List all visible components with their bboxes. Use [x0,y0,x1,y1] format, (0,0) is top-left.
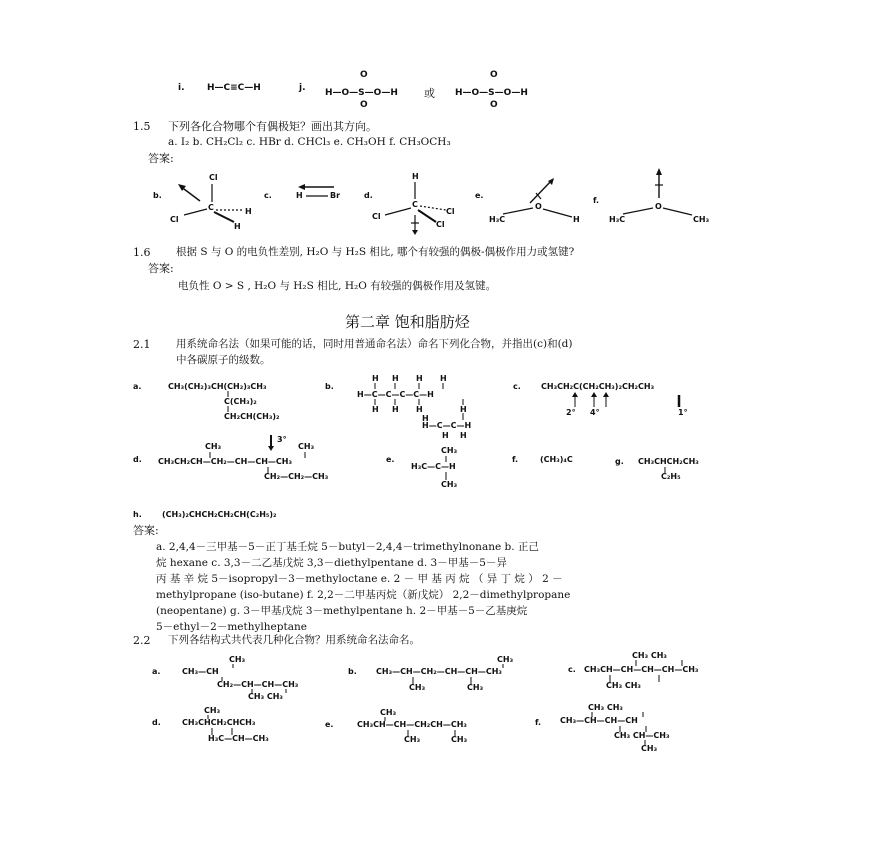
structure-c-bot: CH₃ CH₃ [606,681,641,690]
formula-e: H₃C—C—H [411,462,456,471]
answer-line: (neopentane) g. 3－甲基戊烷 3－methylpentane h. 2－甲基－5－乙基庚烷 [156,605,528,617]
item-b-label: b. [348,667,357,676]
structure-f-main: CH₃—CH—CH—CH [560,716,638,725]
structure-d-bot: H₃C—CH—CH₃ [208,734,269,743]
structure-e-main: CH₃CH—CH—CH₂CH—CH₃ [357,720,467,729]
formula-d-top: CH₃ [205,442,222,451]
formula-c: CH₃CH₂C(CH₂CH₃)₂CH₂CH₃ [541,382,655,391]
sulfuric-top-o-2: O [490,70,498,80]
acetylene-formula: H—C≡C—H [207,83,261,93]
svg-text:H—C—C—H: H—C—C—H [422,421,472,430]
item-c-label: c. [513,382,521,391]
atom-o: O [535,202,542,211]
structure-e-top: CH₃ [380,708,397,717]
answer-f-label: f. [593,196,600,205]
svg-text:H: H [442,431,449,440]
structure-c-top: CH₃ CH₃ [632,651,667,660]
structure-f-bot2: CH₃ [641,744,658,753]
svg-text:H—C—C—C—C—H: H—C—C—C—C—H [357,390,434,399]
item-b-label: b. [325,382,334,391]
carbon-degree: 4° [590,408,600,417]
carbon-degree: 1° [678,408,688,417]
structure-d-main: CH₃CHCH₂CHCH₃ [182,718,256,727]
structure-a-line2: CH₂—CH—CH—CH₃ [217,680,299,689]
question-text: 根据 S 与 O 的电负性差别, H₂O 与 H₂S 相比, 哪个有较强的偶极-偶极作用力或氢键? [176,246,575,258]
item-h-label: h. [133,510,142,519]
sulfuric-acid-formula-2: H—O—S—O—H [455,88,528,98]
svg-text:H: H [372,405,379,414]
atom-br: Br [330,191,341,200]
question-text: 用系统命名法（如果可能的话，同时用普通命名法）命名下列化合物，并指出(c)和(d) [176,338,573,350]
question-number: 2.2 [133,634,151,647]
answer-d-label: d. [364,191,373,200]
svg-text:H: H [460,405,467,414]
item-label-j: j. [299,83,306,93]
formula-f: (CH₃)₄C [540,455,573,464]
item-c-label: c. [568,665,576,674]
formula-d-bottom: CH₂—CH₂—CH₃ [264,472,329,481]
atom-c: C [208,203,214,212]
item-a-label: a. [133,382,142,391]
structure-e-bot2: CH₃ [451,735,468,744]
atom-c: C [412,200,418,209]
atom-cl: Cl [372,212,381,221]
item-e-label: e. [325,720,334,729]
methyl-group: H₃C [489,215,506,224]
structure-a-line1: CH₃—CH [182,667,219,676]
svg-text:H: H [460,431,467,440]
answer-c-label: c. [264,191,272,200]
formula-e-top: CH₃ [441,446,458,455]
structure-b-main: CH₃—CH—CH₂—CH—CH—CH₃ [376,667,502,676]
answer-label: 答案: [148,262,174,275]
structure-d-top: CH₃ [204,706,221,715]
formula-e-bottom: CH₃ [441,480,458,489]
svg-text:H: H [416,405,423,414]
answer-line: a. 2,4,4－三甲基－5－正丁基壬烷 5－butyl－2,4,4－trimethylnonane b. 正己 [156,541,539,553]
question-text-cont: 中各碳原子的级数。 [176,354,271,366]
atom-o: O [655,202,662,211]
item-f-label: f. [512,455,519,464]
question-text: 下列各化合物哪个有偶极矩？画出其方向。 [168,120,377,133]
answer-line: 5－ethyl－2－methylheptane [156,621,307,633]
formula-h: (CH₃)₂CHCH₂CH₂CH(C₂H₅)₂ [162,510,277,519]
atom-h: H [412,172,419,181]
structure-e-bot1: CH₃ [404,735,421,744]
sulfuric-bot-o: O [360,100,368,110]
formula-g: CH₃CHCH₂CH₃ [638,457,699,466]
svg-text:H: H [392,405,399,414]
structure-a-line3: CH₃ CH₃ [248,692,283,701]
structure-b-bot2: CH₃ [467,683,484,692]
atom-cl: Cl [446,207,455,216]
svg-text:H: H [392,374,399,383]
question-options: a. I₂ b. CH₂Cl₂ c. HBr d. CHCl₃ e. CH₃OH f. CH₃OCH₃ [168,136,451,148]
atom-cl: Cl [170,215,179,224]
formula-a-sub1: C(CH₃)₂ [224,397,257,406]
atom-h: H [234,222,241,231]
answer-line: 丙 基 辛 烷 5－isopropyl－3－methyloctane e. 2 － 甲 基 丙 烷 （ 异 丁 烷 ） 2 － [156,573,563,585]
structure-c-main: CH₃CH—CH—CH—CH—CH₃ [584,665,699,674]
structure-b-top: CH₃ [497,655,514,664]
sulfuric-acid-formula-1: H—O—S—O—H [325,88,398,98]
item-label-i: i. [178,83,185,93]
item-f-label: f. [535,718,542,727]
item-e-label: e. [386,455,395,464]
item-g-label: g. [615,457,624,466]
atom-cl: Cl [436,220,445,229]
structure-b-bot1: CH₃ [409,683,426,692]
question-number: 1.5 [133,120,151,133]
item-a-label: a. [152,667,161,676]
atom-h: H [245,207,252,216]
formula-a-sub2: CH₂CH(CH₃)₂ [224,412,280,421]
structure-f-top: CH₃ CH₃ [588,703,623,712]
answer-b-label: b. [153,191,162,200]
item-d-label: d. [133,455,142,464]
svg-text:H: H [372,374,379,383]
chapter-title: 第二章 饱和脂肪烃 [345,313,470,331]
methyl-group: CH₃ [693,215,710,224]
formula-g-sub: C₂H₅ [661,472,681,481]
structure-f-bot1: CH₃ CH—CH₃ [614,731,670,740]
sulfuric-top-o: O [360,70,368,80]
formula-a: CH₃(CH₂)₃CH(CH₂)₃CH₃ [168,382,267,391]
svg-text:H: H [416,374,423,383]
answer-line: methylpropane (iso-butane) f. 2,2－二甲基丙烷（新戊烷） 2,2－dimethylpropane [156,589,571,601]
item-d-label: d. [152,718,161,727]
answer-label: 答案: [133,524,159,537]
carbon-degree: 3° [277,435,287,444]
structure-a-top: CH₃ [229,655,246,664]
answer-text: 电负性 O > S , H₂O 与 H₂S 相比, H₂O 有较强的偶极作用及氢键。 [178,280,497,292]
formula-d-top2: CH₃ [298,442,315,451]
answer-e-label: e. [475,191,484,200]
methyl-group: H₃C [609,215,626,224]
sulfuric-bot-o-2: O [490,100,498,110]
atom-cl: Cl [209,173,218,182]
question-number: 2.1 [133,338,151,351]
svg-text:H: H [422,414,429,423]
svg-text:H: H [440,374,447,383]
answer-label: 答案: [148,152,174,165]
question-text: 下列各结构式共代表几种化合物？用系统命名法命名。 [168,634,420,646]
question-number: 1.6 [133,246,151,259]
formula-d: CH₃CH₂CH—CH₂—CH—CH—CH₃ [158,457,292,466]
answer-line: 烷 hexane c. 3,3－二乙基戊烷 3,3－diethylpentane d. 3－甲基－5－异 [156,557,507,569]
carbon-degree: 2° [566,408,576,417]
atom-h: H [296,191,303,200]
or-text: 或 [424,87,435,100]
atom-h: H [573,215,580,224]
